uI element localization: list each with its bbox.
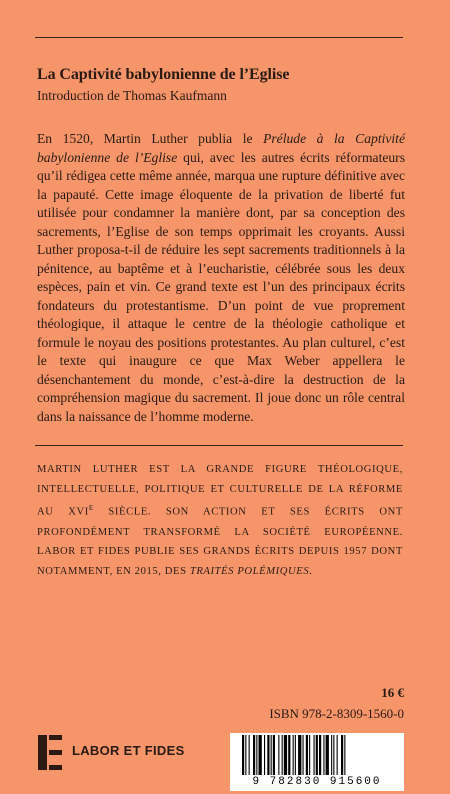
labor-et-fides-logo-icon	[38, 735, 62, 770]
top-divider	[35, 37, 403, 38]
middle-divider	[35, 445, 403, 446]
barcode-bar	[293, 735, 294, 775]
barcode-digits: 9 782830 915600	[252, 776, 382, 788]
barcode-bar	[303, 735, 304, 775]
barcode-bar	[341, 735, 343, 775]
barcode-bar	[323, 735, 324, 775]
publisher-name: LABOR ET FIDES	[72, 743, 185, 758]
barcode-bar	[249, 735, 250, 775]
barcode-bar	[278, 735, 279, 775]
bio-middle: SIÈCLE. SON ACTION ET SES ÉCRITS ONT PROFONDÉMENT TRANSFORMÉ LA SOCIÉTÉ EUROPÉENNE. LABOR ET FIDES PUBLIE SES GRANDS ÉCRITS DEPUIS 1957 DONT NOTAMMENT, EN 2015, DES	[37, 506, 403, 578]
barcode-bar	[245, 735, 246, 775]
bio-start: MARTIN LUTHER EST LA GRANDE FIGURE THÉOLOGIQUE, INTELLECTUELLE, POLITIQUE ET CULTURELLE DE LA RÉFORME AU XVI	[37, 464, 403, 518]
bio-series-title: TRAITÉS POLÉMIQUES	[189, 566, 310, 578]
barcode-bar	[319, 735, 321, 775]
barcode-bar	[314, 735, 315, 775]
barcode-bar	[309, 735, 310, 775]
blurb-intro: En 1520, Martin Luther publia le	[37, 131, 264, 146]
author-bio	[37, 460, 403, 582]
isbn-label: ISBN 978-2-8309-1560-0	[269, 706, 404, 721]
bio-century-superscript: E	[88, 504, 94, 513]
ean13-barcode-icon	[230, 733, 404, 777]
book-subtitle: Introduction de Thomas Kaufmann	[37, 88, 227, 103]
barcode-bar	[331, 735, 332, 775]
barcode-bar	[242, 735, 244, 775]
barcode-bar	[259, 735, 262, 775]
barcode-bar	[284, 735, 287, 775]
bio-end: .	[309, 566, 313, 578]
barcode-bar	[333, 735, 334, 775]
blurb-rest: qui, avec les autres écrits réformateurs qu’il rédigea cette même année, marqua une rupture définitive avec la papauté. Cette image éloquente de la privation de liberté fut utilisée pour condamner la manière dont, par sa conception des sacrements, l’Eglise de son temps opprimait les croyants. Aussi Luther proposa-t-il de réduire les sept sacrements traditionnels à la pénitence, au baptême et à l’eucharistie, célébrée sous les deux espèces, pain et vin. Ce grand texte est l’un des principaux écrits fondateurs du protestantisme. D’un point de vue proprement théologique, il attaque le centre de la théologie catholique et formule le noyau des positions protestantes. Au plan culturel, c’est le texte qui inaugure ce que Max Weber appellera le désenchantement du monde, c’est-à-dire la destruction de la compréhension magique du sacrement. Il joue donc un rôle central dans la naissance de l’homme moderne.	[37, 149, 405, 424]
barcode-bar	[316, 735, 318, 775]
barcode-bar	[253, 735, 255, 775]
barcode-bar	[271, 735, 272, 775]
blurb-work-title: Prélude à la Captivité babylonienne de l’Eglise	[37, 131, 405, 165]
barcode-bar	[326, 735, 329, 775]
price-label: 16 €	[381, 685, 404, 700]
barcode-bar	[282, 735, 283, 775]
barcode-bar	[298, 735, 301, 775]
barcode-bar	[267, 735, 269, 775]
barcode-bar	[295, 735, 296, 775]
barcode-bar	[306, 735, 308, 775]
blurb-paragraph	[37, 130, 405, 426]
barcode-bar	[337, 735, 338, 775]
book-title: La Captivité babylonienne de l’Eglise	[37, 66, 290, 83]
barcode-bar	[273, 735, 275, 775]
barcode-bar	[264, 735, 265, 775]
barcode-bar	[288, 735, 290, 775]
barcode-bar	[256, 735, 257, 775]
barcode-bar	[344, 735, 345, 775]
